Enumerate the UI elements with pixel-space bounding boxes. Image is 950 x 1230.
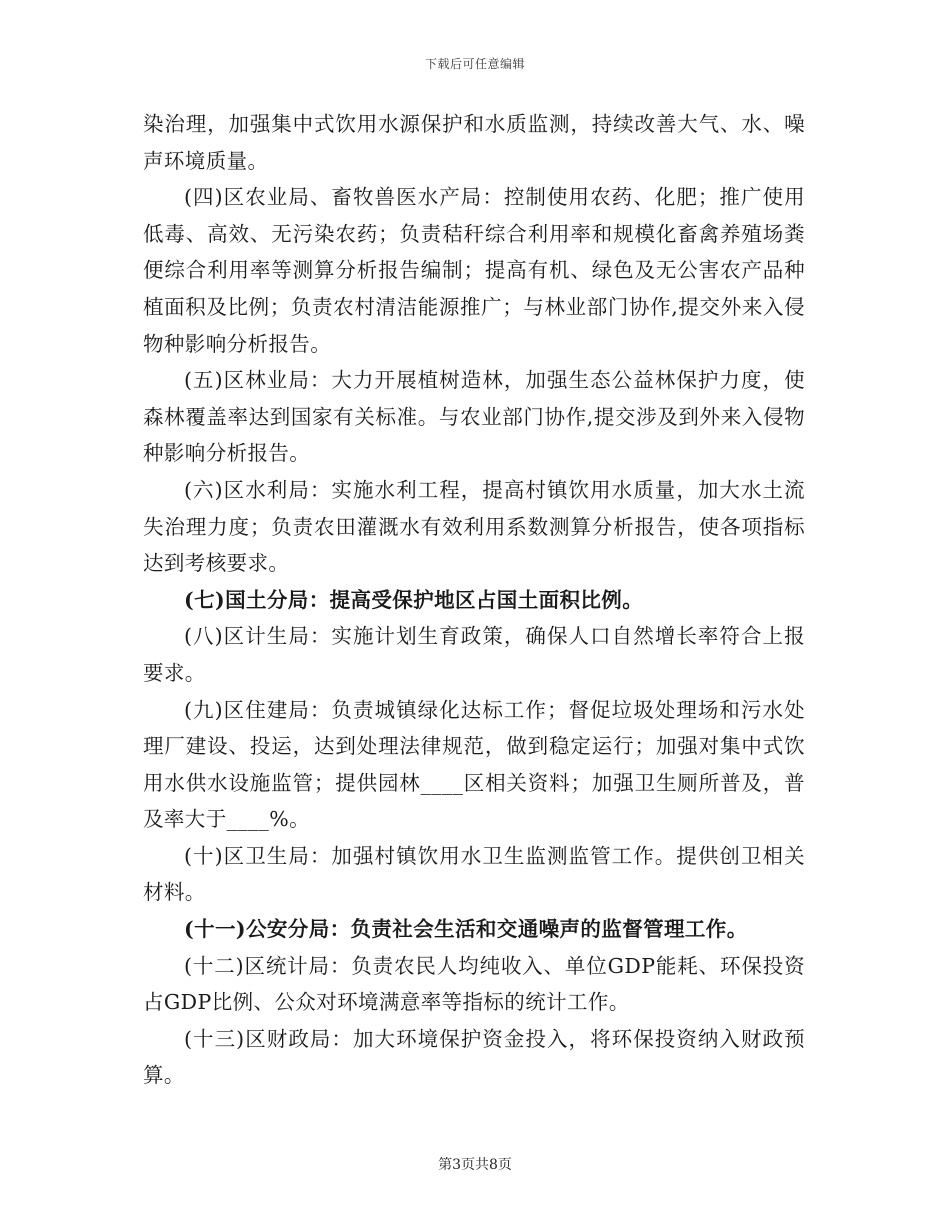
paragraph-finance-bureau: (十三)区财政局：加大环境保护资金投入，将环保投资纳入财政预算。	[143, 1026, 805, 1088]
paragraph-pollution-control: 染治理，加强集中式饮用水源保护和水质监测，持续改善大气、水、噪声环境质量。	[143, 112, 805, 173]
paragraph-land-bureau: (七)国土分局：提高受保护地区占国土面积比例。	[184, 587, 644, 612]
page-number: 第3页共8页	[438, 1157, 512, 1173]
paragraph-water-bureau: (六)区水利局：实施水利工程，提高村镇饮用水质量，加大水土流失治理力度；负责农田灌溉水有效利用系数测算分析报告，使各项指标达到考核要求。	[143, 477, 805, 576]
paragraph-housing-bureau: (九)区住建局：负责城镇绿化达标工作；督促垃圾处理场和污水处理厂建设、投运，达到处理法律规范，做到稳定运行；加强对集中式饮用水供水设施监管；提供园林____区相关资料；加强卫生厕所普及，普及率大于____%。	[143, 697, 805, 832]
paragraph-statistics-bureau: (十二)区统计局：负责农民人均纯收入、单位GDP能耗、环保投资占GDP比例、公众对环境满意率等指标的统计工作。	[143, 953, 805, 1015]
paragraph-agriculture-bureau: (四)区农业局、畜牧兽医水产局：控制使用农药、化肥；推广使用低毒、高效、无污染农药；负责秸秆综合利用率和规模化畜禽养殖场粪便综合利用率等测算分析报告编制；提高有机、绿色及无公害农产品种植面积及比例；负责农村清洁能源推广；与林业部门协作,提交外来入侵物种影响分析报告。	[143, 185, 805, 356]
header-note: 下载后可任意编辑	[424, 57, 525, 71]
paragraph-family-planning-bureau: (八)区计生局：实施计划生育政策，确保人口自然增长率符合上报要求。	[143, 624, 805, 685]
paragraph-health-bureau: (十)区卫生局：加强村镇饮用水卫生监测监管工作。提供创卫相关材料。	[143, 843, 805, 905]
paragraph-public-security: (十一)公安分局：负责社会生活和交通噪声的监督管理工作。	[184, 917, 748, 942]
paragraph-forestry-bureau: (五)区林业局：大力开展植树造林，加强生态公益林保护力度，使森林覆盖率达到国家有关标准。与农业部门协作,提交涉及到外来入侵物种影响分析报告。	[143, 368, 805, 466]
document-body	[143, 106, 805, 1094]
